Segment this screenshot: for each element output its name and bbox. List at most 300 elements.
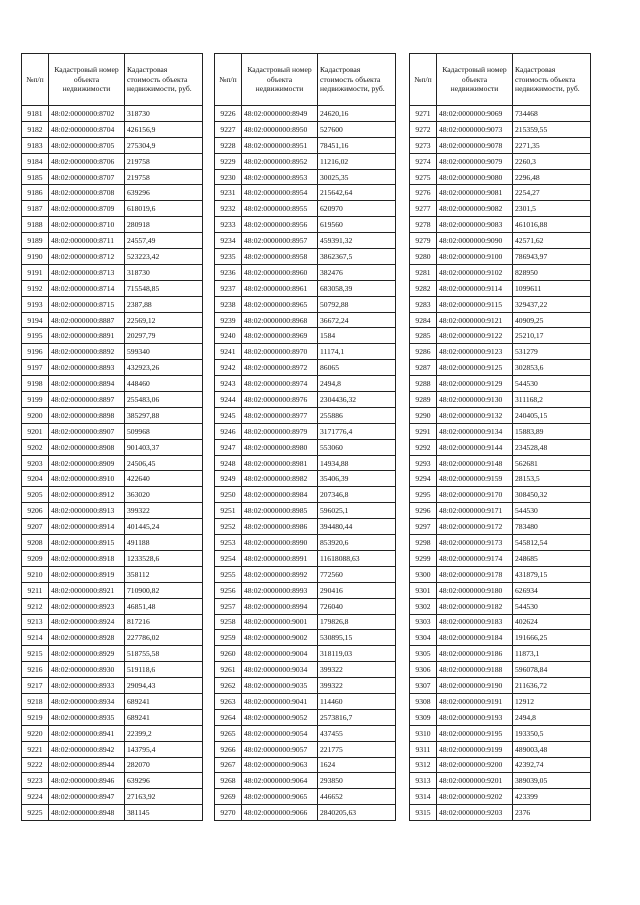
- cadastral-cost: 523223,42: [125, 249, 203, 265]
- row-number: 9314: [410, 789, 437, 805]
- cadastral-number: 48:02:0000000:8956: [242, 217, 318, 233]
- table-row: [215, 296, 396, 312]
- row-number: 9234: [215, 233, 242, 249]
- cadastral-number: 48:02:0000000:9202: [437, 789, 513, 805]
- cadastral-cost: 527600: [318, 121, 396, 137]
- table-row: [410, 471, 591, 487]
- cadastral-number: 48:02:0000000:9121: [437, 312, 513, 328]
- cadastral-cost: 544530: [513, 503, 591, 519]
- cadastral-number: 48:02:0000000:8913: [49, 503, 125, 519]
- row-number: 9182: [22, 121, 49, 137]
- table-row: [215, 662, 396, 678]
- cadastral-table-2: [214, 53, 396, 821]
- row-number: 9281: [410, 264, 437, 280]
- cadastral-number: 48:02:0000000:8990: [242, 535, 318, 551]
- cadastral-number: 48:02:0000000:8991: [242, 550, 318, 566]
- table-row: [22, 169, 203, 185]
- cadastral-cost: 3171776,4: [318, 423, 396, 439]
- cadastral-number: 48:02:0000000:8985: [242, 503, 318, 519]
- cadastral-cost: 20297,79: [125, 328, 203, 344]
- cadastral-cost: 431879,15: [513, 566, 591, 582]
- cadastral-cost: 389039,05: [513, 773, 591, 789]
- cadastral-cost: 437455: [318, 725, 396, 741]
- table-row: [410, 487, 591, 503]
- table-row: [22, 471, 203, 487]
- cadastral-number: 48:02:0000000:8919: [49, 566, 125, 582]
- table-row: [410, 614, 591, 630]
- cadastral-cost: 448460: [125, 376, 203, 392]
- row-number: 9214: [22, 630, 49, 646]
- cadastral-number: 48:02:0000000:8949: [242, 106, 318, 122]
- cadastral-number: 48:02:0000000:9052: [242, 709, 318, 725]
- table-row: [22, 789, 203, 805]
- cadastral-cost: 12912: [513, 693, 591, 709]
- cadastral-number: 48:02:0000000:8960: [242, 264, 318, 280]
- cadastral-cost: 2301,5: [513, 201, 591, 217]
- cadastral-number: 48:02:0000000:9144: [437, 439, 513, 455]
- cadastral-cost: 402624: [513, 614, 591, 630]
- cadastral-number: 48:02:0000000:8980: [242, 439, 318, 455]
- cadastral-number: 48:02:0000000:9159: [437, 471, 513, 487]
- cadastral-cost: 901403,37: [125, 439, 203, 455]
- table-row: [215, 392, 396, 408]
- cadastral-cost: 30025,35: [318, 169, 396, 185]
- table-row: [410, 535, 591, 551]
- row-number: 9258: [215, 614, 242, 630]
- cadastral-number: 48:02:0000000:8957: [242, 233, 318, 249]
- row-number: 9278: [410, 217, 437, 233]
- cadastral-number: 48:02:0000000:8929: [49, 646, 125, 662]
- cadastral-number: 48:02:0000000:8950: [242, 121, 318, 137]
- cadastral-cost: 191666,25: [513, 630, 591, 646]
- cadastral-cost: 293850: [318, 773, 396, 789]
- row-number: 9194: [22, 312, 49, 328]
- cadastral-number: 48:02:0000000:9069: [437, 106, 513, 122]
- cadastral-cost: 3862367,5: [318, 249, 396, 265]
- row-number: 9264: [215, 709, 242, 725]
- table-row: [215, 360, 396, 376]
- cadastral-number: 48:02:0000000:9130: [437, 392, 513, 408]
- cadastral-cost: 215359,55: [513, 121, 591, 137]
- cadastral-table-3: [409, 53, 591, 821]
- table-row: [215, 519, 396, 535]
- cadastral-cost: 2260,3: [513, 153, 591, 169]
- cadastral-cost: 772560: [318, 566, 396, 582]
- table-row: [215, 185, 396, 201]
- row-number: 9299: [410, 550, 437, 566]
- cadastral-number: 48:02:0000000:8709: [49, 201, 125, 217]
- cadastral-number: 48:02:0000000:8908: [49, 439, 125, 455]
- row-number: 9262: [215, 678, 242, 694]
- cadastral-cost: 853920,6: [318, 535, 396, 551]
- cadastral-cost: 2573816,7: [318, 709, 396, 725]
- row-number: 9244: [215, 392, 242, 408]
- table-row: [22, 630, 203, 646]
- cadastral-number: 48:02:0000000:9057: [242, 741, 318, 757]
- table-row: [410, 630, 591, 646]
- table-row: [410, 153, 591, 169]
- row-number: 9224: [22, 789, 49, 805]
- table-row: [22, 344, 203, 360]
- row-number: 9243: [215, 376, 242, 392]
- cadastral-number: 48:02:0000000:9170: [437, 487, 513, 503]
- header-cadastral-cost: Кадастровая стоимость объекта недвижимости, руб.: [125, 54, 203, 106]
- row-number: 9236: [215, 264, 242, 280]
- cadastral-cost: 489003,48: [513, 741, 591, 757]
- cadastral-number: 48:02:0000000:9102: [437, 264, 513, 280]
- table-row: [22, 185, 203, 201]
- table-row: [22, 487, 203, 503]
- table-row: [215, 789, 396, 805]
- row-number: 9272: [410, 121, 437, 137]
- table-row: [215, 455, 396, 471]
- table-row: [22, 121, 203, 137]
- table-row: [410, 519, 591, 535]
- row-number: 9269: [215, 789, 242, 805]
- row-number: 9296: [410, 503, 437, 519]
- table-row: [22, 566, 203, 582]
- cadastral-cost: 308450,32: [513, 487, 591, 503]
- table-row: [22, 280, 203, 296]
- row-number: 9252: [215, 519, 242, 535]
- cadastral-number: 48:02:0000000:8972: [242, 360, 318, 376]
- cadastral-number: 48:02:0000000:9100: [437, 249, 513, 265]
- table-row: [215, 550, 396, 566]
- table-row: [410, 566, 591, 582]
- cadastral-cost: 11618088,63: [318, 550, 396, 566]
- table-row: [22, 773, 203, 789]
- cadastral-number: 48:02:0000000:8935: [49, 709, 125, 725]
- cadastral-cost: 50792,88: [318, 296, 396, 312]
- table-row: [215, 312, 396, 328]
- table-header-row: [22, 54, 203, 106]
- cadastral-cost: 432923,26: [125, 360, 203, 376]
- table-row: [22, 392, 203, 408]
- cadastral-number: 48:02:0000000:8933: [49, 678, 125, 694]
- cadastral-cost: 240405,15: [513, 407, 591, 423]
- table-header-row: [215, 54, 396, 106]
- table-row: [410, 646, 591, 662]
- table-row: [410, 264, 591, 280]
- table-row: [215, 678, 396, 694]
- row-number: 9263: [215, 693, 242, 709]
- cadastral-cost: 783480: [513, 519, 591, 535]
- table-row: [215, 423, 396, 439]
- cadastral-cost: 426156,9: [125, 121, 203, 137]
- cadastral-cost: 193350,5: [513, 725, 591, 741]
- cadastral-number: 48:02:0000000:9080: [437, 169, 513, 185]
- cadastral-cost: 207346,8: [318, 487, 396, 503]
- table-row: [410, 344, 591, 360]
- row-number: 9294: [410, 471, 437, 487]
- row-number: 9293: [410, 455, 437, 471]
- cadastral-cost: 786943,97: [513, 249, 591, 265]
- table-row: [22, 646, 203, 662]
- table-row: [22, 423, 203, 439]
- row-number: 9302: [410, 598, 437, 614]
- row-number: 9225: [22, 805, 49, 821]
- row-number: 9256: [215, 582, 242, 598]
- table-row: [410, 233, 591, 249]
- cadastral-cost: 11174,1: [318, 344, 396, 360]
- row-number: 9279: [410, 233, 437, 249]
- table-row: [410, 757, 591, 773]
- row-number: 9206: [22, 503, 49, 519]
- table-row: [215, 106, 396, 122]
- table-row: [410, 709, 591, 725]
- cadastral-number: 48:02:0000000:9081: [437, 185, 513, 201]
- cadastral-number: 48:02:0000000:8981: [242, 455, 318, 471]
- row-number: 9238: [215, 296, 242, 312]
- cadastral-cost: 15883,89: [513, 423, 591, 439]
- cadastral-number: 48:02:0000000:8934: [49, 693, 125, 709]
- cadastral-number: 48:02:0000000:9190: [437, 678, 513, 694]
- row-number: 9300: [410, 566, 437, 582]
- table-row: [215, 376, 396, 392]
- row-number: 9240: [215, 328, 242, 344]
- table-row: [410, 217, 591, 233]
- cadastral-number: 48:02:0000000:9174: [437, 550, 513, 566]
- row-number: 9290: [410, 407, 437, 423]
- table-row: [22, 535, 203, 551]
- cadastral-cost: 544530: [513, 376, 591, 392]
- table-row: [22, 693, 203, 709]
- cadastral-number: 48:02:0000000:9171: [437, 503, 513, 519]
- cadastral-cost: 2840205,63: [318, 805, 396, 821]
- cadastral-number: 48:02:0000000:8993: [242, 582, 318, 598]
- cadastral-number: 48:02:0000000:9191: [437, 693, 513, 709]
- cadastral-cost: 255483,06: [125, 392, 203, 408]
- row-number: 9310: [410, 725, 437, 741]
- cadastral-cost: 25210,17: [513, 328, 591, 344]
- table-row: [22, 376, 203, 392]
- table-row: [410, 296, 591, 312]
- cadastral-number: 48:02:0000000:8708: [49, 185, 125, 201]
- cadastral-cost: 596078,84: [513, 662, 591, 678]
- cadastral-cost: 683058,39: [318, 280, 396, 296]
- row-number: 9249: [215, 471, 242, 487]
- row-number: 9259: [215, 630, 242, 646]
- table-row: [215, 121, 396, 137]
- row-number: 9305: [410, 646, 437, 662]
- row-number: 9291: [410, 423, 437, 439]
- cadastral-number: 48:02:0000000:8907: [49, 423, 125, 439]
- cadastral-cost: 381145: [125, 805, 203, 821]
- cadastral-cost: 626934: [513, 582, 591, 598]
- table-row: [22, 709, 203, 725]
- row-number: 9271: [410, 106, 437, 122]
- cadastral-cost: 302853,6: [513, 360, 591, 376]
- cadastral-cost: 24620,16: [318, 106, 396, 122]
- cadastral-cost: 282070: [125, 757, 203, 773]
- cadastral-number: 48:02:0000000:8969: [242, 328, 318, 344]
- cadastral-number: 48:02:0000000:9079: [437, 153, 513, 169]
- row-number: 9273: [410, 137, 437, 153]
- row-number: 9283: [410, 296, 437, 312]
- cadastral-number: 48:02:0000000:9178: [437, 566, 513, 582]
- cadastral-cost: 715548,85: [125, 280, 203, 296]
- table-row: [22, 439, 203, 455]
- cadastral-number: 48:02:0000000:9035: [242, 678, 318, 694]
- table-row: [410, 201, 591, 217]
- cadastral-cost: 726040: [318, 598, 396, 614]
- row-number: 9226: [215, 106, 242, 122]
- row-number: 9218: [22, 693, 49, 709]
- cadastral-cost: 423399: [513, 789, 591, 805]
- cadastral-number: 48:02:0000000:9082: [437, 201, 513, 217]
- table-row: [22, 296, 203, 312]
- cadastral-number: 48:02:0000000:9184: [437, 630, 513, 646]
- row-number: 9274: [410, 153, 437, 169]
- row-number: 9193: [22, 296, 49, 312]
- table-row: [410, 662, 591, 678]
- cadastral-cost: 461016,88: [513, 217, 591, 233]
- cadastral-number: 48:02:0000000:8948: [49, 805, 125, 821]
- cadastral-cost: 518755,58: [125, 646, 203, 662]
- cadastral-cost: 22569,12: [125, 312, 203, 328]
- cadastral-cost: 234528,48: [513, 439, 591, 455]
- table-row: [215, 233, 396, 249]
- row-number: 9287: [410, 360, 437, 376]
- row-number: 9213: [22, 614, 49, 630]
- row-number: 9195: [22, 328, 49, 344]
- row-number: 9241: [215, 344, 242, 360]
- cadastral-cost: 491188: [125, 535, 203, 551]
- cadastral-cost: 143795,4: [125, 741, 203, 757]
- row-number: 9186: [22, 185, 49, 201]
- cadastral-number: 48:02:0000000:8704: [49, 121, 125, 137]
- row-number: 9233: [215, 217, 242, 233]
- cadastral-number: 48:02:0000000:8893: [49, 360, 125, 376]
- table-row: [410, 423, 591, 439]
- row-number: 9212: [22, 598, 49, 614]
- cadastral-number: 48:02:0000000:9203: [437, 805, 513, 821]
- row-number: 9311: [410, 741, 437, 757]
- row-number: 9276: [410, 185, 437, 201]
- cadastral-cost: 399322: [125, 503, 203, 519]
- cadastral-cost: 358112: [125, 566, 203, 582]
- table-row: [215, 487, 396, 503]
- table-row: [22, 106, 203, 122]
- table-row: [22, 407, 203, 423]
- row-number: 9253: [215, 535, 242, 551]
- cadastral-cost: 311168,2: [513, 392, 591, 408]
- cadastral-cost: 446652: [318, 789, 396, 805]
- cadastral-number: 48:02:0000000:9114: [437, 280, 513, 296]
- row-number: 9202: [22, 439, 49, 455]
- row-number: 9219: [22, 709, 49, 725]
- cadastral-cost: 382476: [318, 264, 396, 280]
- table-row: [215, 630, 396, 646]
- table-row: [410, 582, 591, 598]
- table-row: [215, 217, 396, 233]
- table-row: [410, 328, 591, 344]
- cadastral-number: 48:02:0000000:8955: [242, 201, 318, 217]
- header-cadastral-number: Кадастровый номер объекта недвижимости: [437, 54, 513, 106]
- cadastral-number: 48:02:0000000:8958: [242, 249, 318, 265]
- row-number: 9292: [410, 439, 437, 455]
- table-row: [215, 280, 396, 296]
- cadastral-number: 48:02:0000000:8912: [49, 487, 125, 503]
- cadastral-number: 48:02:0000000:8914: [49, 519, 125, 535]
- cadastral-cost: 689241: [125, 709, 203, 725]
- cadastral-cost: 689241: [125, 693, 203, 709]
- table-row: [215, 709, 396, 725]
- table-row: [215, 344, 396, 360]
- row-number: 9221: [22, 741, 49, 757]
- row-number: 9246: [215, 423, 242, 439]
- cadastral-number: 48:02:0000000:8965: [242, 296, 318, 312]
- row-number: 9289: [410, 392, 437, 408]
- cadastral-number: 48:02:0000000:8711: [49, 233, 125, 249]
- table-row: [215, 328, 396, 344]
- cadastral-number: 48:02:0000000:8894: [49, 376, 125, 392]
- table-row: [22, 264, 203, 280]
- cadastral-number: 48:02:0000000:8706: [49, 153, 125, 169]
- cadastral-cost: 519118,6: [125, 662, 203, 678]
- table-row: [410, 455, 591, 471]
- cadastral-cost: 78451,16: [318, 137, 396, 153]
- row-number: 9247: [215, 439, 242, 455]
- row-number: 9192: [22, 280, 49, 296]
- row-number: 9201: [22, 423, 49, 439]
- table-row: [22, 662, 203, 678]
- row-number: 9284: [410, 312, 437, 328]
- cadastral-number: 48:02:0000000:8887: [49, 312, 125, 328]
- row-number: 9266: [215, 741, 242, 757]
- cadastral-cost: 255886: [318, 407, 396, 423]
- table-row: [215, 757, 396, 773]
- row-number: 9207: [22, 519, 49, 535]
- cadastral-number: 48:02:0000000:8968: [242, 312, 318, 328]
- row-number: 9239: [215, 312, 242, 328]
- row-number: 9288: [410, 376, 437, 392]
- cadastral-number: 48:02:0000000:8951: [242, 137, 318, 153]
- cadastral-cost: 639296: [125, 773, 203, 789]
- table-row: [22, 582, 203, 598]
- cadastral-number: 48:02:0000000:9195: [437, 725, 513, 741]
- cadastral-cost: 221775: [318, 741, 396, 757]
- header-num: №п/п: [410, 54, 437, 106]
- row-number: 9309: [410, 709, 437, 725]
- row-number: 9270: [215, 805, 242, 821]
- cadastral-cost: 14934,88: [318, 455, 396, 471]
- cadastral-number: 48:02:0000000:8921: [49, 582, 125, 598]
- table-row: [410, 169, 591, 185]
- row-number: 9220: [22, 725, 49, 741]
- cadastral-number: 48:02:0000000:9063: [242, 757, 318, 773]
- row-number: 9254: [215, 550, 242, 566]
- row-number: 9251: [215, 503, 242, 519]
- row-number: 9312: [410, 757, 437, 773]
- cadastral-cost: 710900,82: [125, 582, 203, 598]
- table-row: [215, 598, 396, 614]
- header-cadastral-number: Кадастровый номер объекта недвижимости: [242, 54, 318, 106]
- table-row: [22, 519, 203, 535]
- cadastral-cost: 2494,8: [513, 709, 591, 725]
- cadastral-number: 48:02:0000000:8930: [49, 662, 125, 678]
- cadastral-cost: 734468: [513, 106, 591, 122]
- row-number: 9188: [22, 217, 49, 233]
- cadastral-cost: 329437,22: [513, 296, 591, 312]
- row-number: 9265: [215, 725, 242, 741]
- cadastral-cost: 399322: [318, 678, 396, 694]
- table-row: [215, 646, 396, 662]
- cadastral-cost: 545812,54: [513, 535, 591, 551]
- row-number: 9187: [22, 201, 49, 217]
- table-row: [22, 503, 203, 519]
- table-row: [215, 535, 396, 551]
